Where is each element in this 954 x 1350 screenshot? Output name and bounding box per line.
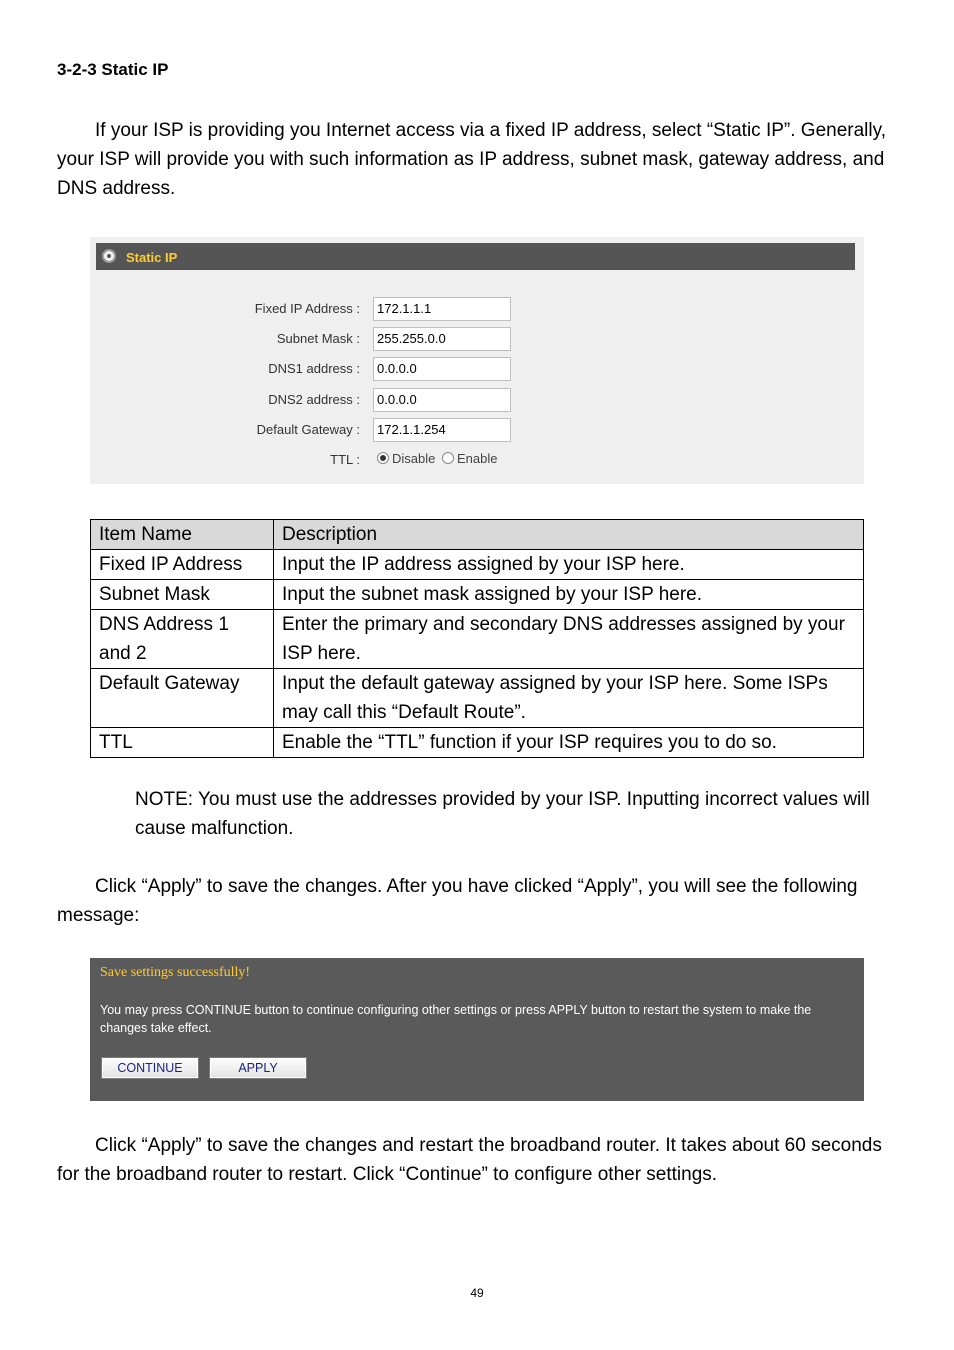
static-ip-panel: [90, 237, 864, 484]
save-message-body: You may press CONTINUE button to continue configuring other settings or press APPLY button to restart the system to make the changes take effect.: [100, 1003, 812, 1035]
note-paragraph: NOTE: You must use the addresses provided by your ISP. Inputting incorrect values will cause malfunction.: [135, 789, 870, 839]
table-header: Description: [274, 520, 864, 550]
radio-selected-icon[interactable]: [102, 249, 116, 263]
dns2-input[interactable]: 0.0.0.0: [373, 388, 511, 412]
field-label: DNS2 address :: [268, 392, 360, 407]
default-gateway-input[interactable]: 172.1.1.254: [373, 418, 511, 442]
table-cell: TTL: [91, 728, 274, 758]
table-header-row: [91, 520, 864, 550]
apply-text: Click “Apply” to save the changes. After you have clicked “Apply”, you will see the following message:: [57, 876, 858, 926]
ttl-enable-label[interactable]: Enable: [456, 451, 498, 466]
field-row-fixed-ip: [90, 297, 864, 323]
table-header: Item Name: [91, 520, 274, 550]
panel-header: [96, 243, 855, 270]
table-cell: Input the default gateway assigned by your ISP here. Some ISPs may call this “Default Route”.: [274, 669, 864, 728]
apply-button[interactable]: APPLY: [209, 1057, 307, 1079]
ttl-enable-radio[interactable]: [442, 452, 454, 464]
table-row: [91, 610, 864, 669]
table-row: [91, 580, 864, 610]
ttl-disable-label[interactable]: Disable: [392, 451, 436, 466]
ttl-options: [377, 451, 497, 466]
page-number: 49: [470, 1286, 484, 1300]
field-row-dns2: [90, 388, 864, 414]
field-row-dns1: [90, 357, 864, 383]
save-message-title: Save settings successfully!: [100, 965, 251, 980]
fixed-ip-input[interactable]: 172.1.1.1: [373, 297, 511, 321]
table-cell: Input the subnet mask assigned by your ISP here.: [274, 580, 864, 610]
field-label: Fixed IP Address :: [254, 301, 360, 316]
continue-button[interactable]: CONTINUE: [101, 1057, 199, 1079]
field-row-subnet-mask: [90, 327, 864, 353]
field-label: Subnet Mask :: [276, 331, 360, 346]
dns1-input[interactable]: 0.0.0.0: [373, 357, 511, 381]
table-cell: DNS Address 1 and 2: [91, 610, 274, 669]
apply-paragraph: [57, 872, 897, 930]
table-row: [91, 550, 864, 580]
final-text: Click “Apply” to save the changes and restart the broadband router. It takes about 60 seconds for the broadband router to restart. Click “Continue” to configure other settings.: [57, 1135, 882, 1185]
table-row: [91, 669, 864, 728]
field-row-default-gateway: [90, 418, 864, 444]
panel-title: Static IP: [126, 250, 178, 265]
save-message-panel: [90, 958, 864, 1101]
table-cell: Default Gateway: [91, 669, 274, 728]
table-cell: Input the IP address assigned by your ISP here.: [274, 550, 864, 580]
final-paragraph: [57, 1131, 897, 1189]
item-description-table: [90, 519, 864, 758]
intro-paragraph: [57, 116, 897, 203]
field-row-ttl: [90, 448, 864, 474]
ttl-disable-radio[interactable]: [377, 452, 389, 464]
table-cell: Fixed IP Address: [91, 550, 274, 580]
table-cell: Enter the primary and secondary DNS addresses assigned by your ISP here.: [274, 610, 864, 669]
table-row: [91, 728, 864, 758]
intro-text: If your ISP is providing you Internet access via a fixed IP address, select “Static IP”. Generally, your ISP will provide you with such information as IP address, subnet mask, gateway address, and DNS address.: [57, 120, 886, 199]
table-cell: Enable the “TTL” function if your ISP requires you to do so.: [274, 728, 864, 758]
field-label: DNS1 address :: [268, 361, 360, 376]
table-cell: Subnet Mask: [91, 580, 274, 610]
field-label: Default Gateway :: [256, 422, 360, 437]
section-title: 3-2-3 Static IP: [57, 60, 169, 79]
subnet-mask-input[interactable]: 255.255.0.0: [373, 327, 511, 351]
field-label: TTL :: [330, 452, 360, 467]
